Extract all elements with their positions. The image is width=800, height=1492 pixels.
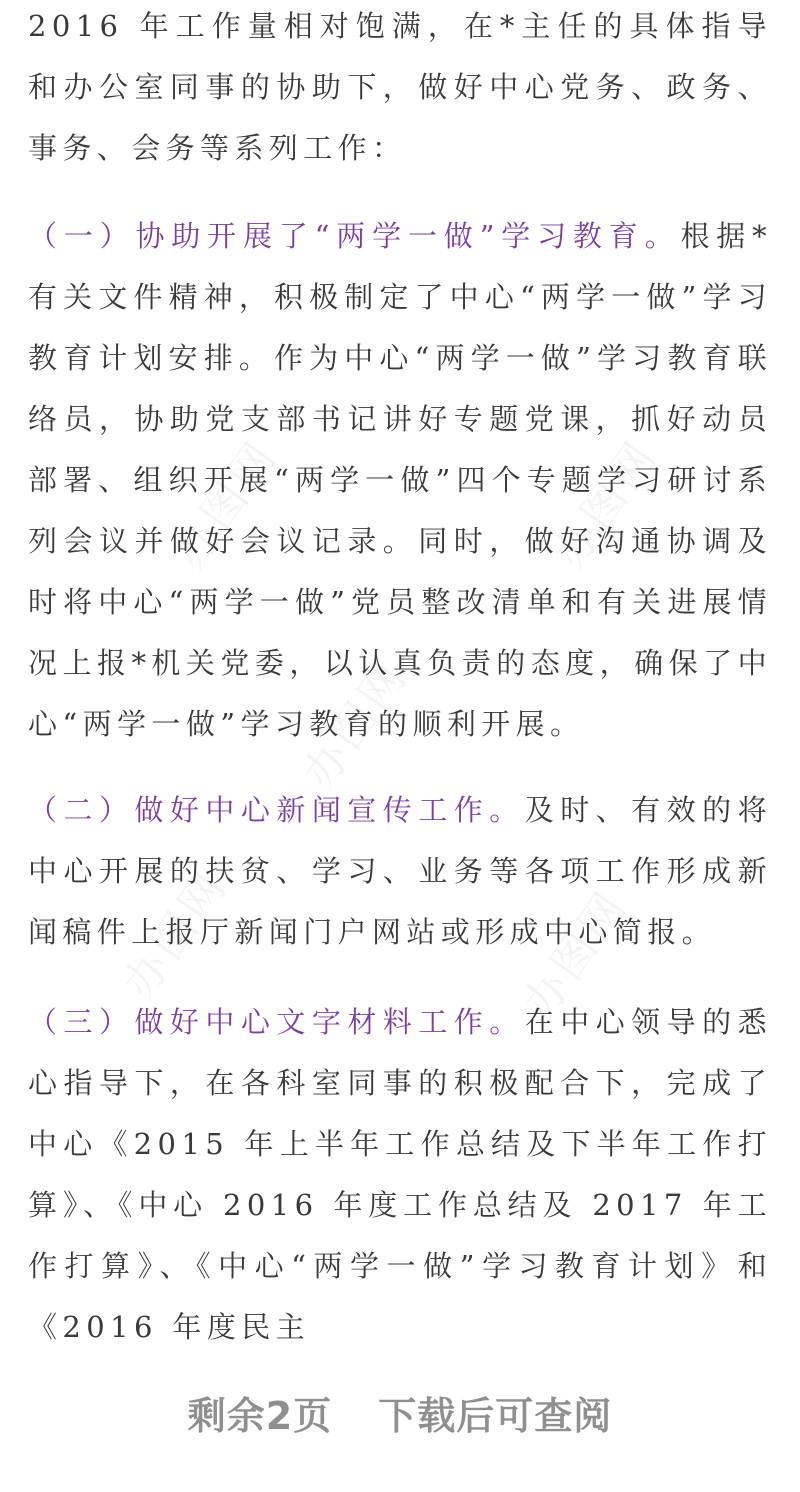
section-3-body: 在中心领导的悉心指导下，在各科室同事的积极配合下，完成了中心《2015 年上半年工作总结及下半年工作打算》、《中心 2016 年度工作总结及 2017 年工作打算》、《中心“两学一做”学习教育计划》和《2016 年度民主 bbox=[28, 1005, 772, 1344]
download-prompt[interactable] bbox=[0, 1385, 800, 1440]
intro-text: 2016 年工作量相对饱满，在*主任的具体指导和办公室同事的协助下，做好中心党务、政务、事务、会务等系列工作： bbox=[28, 9, 772, 165]
download-to-read-text: 下载后可查阅 bbox=[378, 1394, 613, 1438]
section-2-paragraph bbox=[28, 780, 772, 963]
section-3-heading: （三）做好中心文字材料工作。 bbox=[28, 1005, 525, 1039]
section-3-paragraph bbox=[28, 992, 772, 1358]
section-1-heading: （一）协助开展了“两学一做”学习教育。 bbox=[28, 219, 681, 253]
remaining-pages-text: 剩余2页 bbox=[187, 1394, 333, 1438]
section-1-paragraph bbox=[28, 206, 772, 755]
section-2-body: 及时、有效的将中心开展的扶贫、学习、业务等各项工作形成新闻稿件上报厅新闻门户网站或形成中心简报。 bbox=[28, 793, 772, 949]
section-1-body: 根据*有关文件精神，积极制定了中心“两学一做”学习教育计划安排。作为中心“两学一做”学习教育联络员，协助党支部书记讲好专题党课，抓好动员部署、组织开展“两学一做”四个专题学习研讨系列会议并做好会议记录。同时，做好沟通协调及时将中心“两学一做”党员整改清单和有关进展情况上报*机关党委，以认真负责的态度，确保了中心“两学一做”学习教育的顺利开展。 bbox=[28, 219, 772, 741]
section-2-heading: （二）做好中心新闻宣传工作。 bbox=[28, 793, 525, 827]
intro-paragraph bbox=[28, 0, 772, 179]
